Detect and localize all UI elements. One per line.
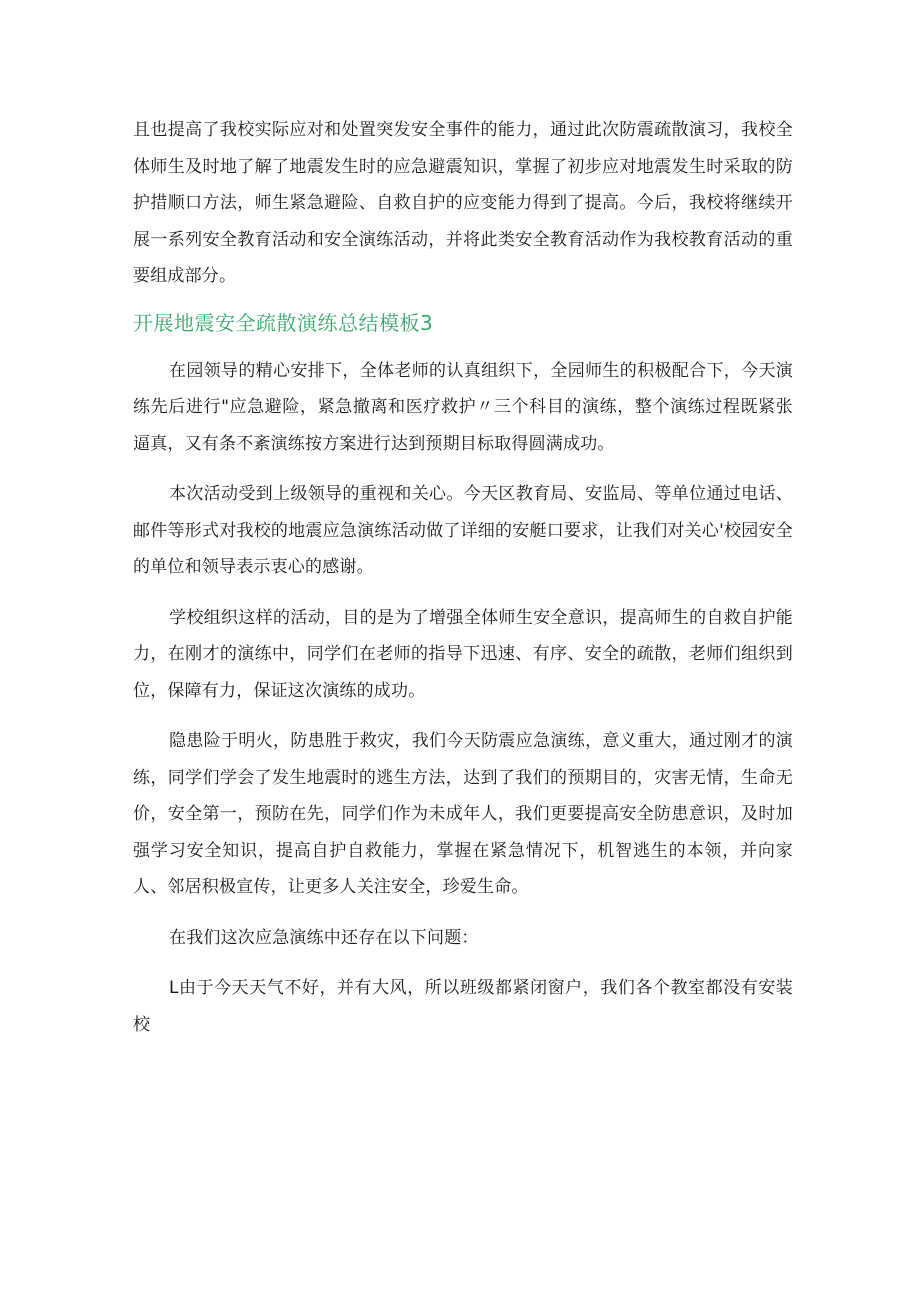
paragraph-2: 本次活动受到上级领导的重视和关心。今天区教育局、安监局、等单位通过电话、邮件等形式对我校的地震应急演练活动做了详细的安艇口要求，让我们对关心'校园安全的单位和领导表示衷心的感谢。	[133, 484, 793, 577]
document-page	[133, 112, 793, 1043]
section-heading: 开展地震安全疏散演练总结模板3	[133, 310, 434, 335]
paragraph-continued: 且也提高了我校实际应对和处置突发安全事件的能力，通过此次防震疏散演习，我校全体师生及时地了解了地震发生时的应急避震知识，掌握了初步应对地震发生时采取的防护措顺口方法，师生紧急避险、自救自护的应变能力得到了提高。今后，我校将继续开展一系列安全教育活动和安全演练活动，并将此类安全教育活动作为我校教育活动的重要组成部分。	[133, 120, 793, 286]
paragraph-3: 学校组织这样的活动，目的是为了增强全体师生安全意识，提高师生的自救自护能力，在刚才的演练中，同学们在老师的指导下迅速、有序、安全的疏散，老师们组织到位，保障有力，保证这次演练的成功。	[133, 607, 793, 701]
paragraph-5: 在我们这次应急演练中还存在以下问题：	[169, 927, 479, 948]
paragraph-6: L由于今天天气不好，并有大风，所以班级都紧闭窗户，我们各个教室都没有安装校	[133, 978, 793, 1035]
paragraph-1: 在园领导的精心安排下，全体老师的认真组织下，全园师生的积极配合下，今天演练先后进行"应急避险，紧急撤离和医疗救护〃三个科目的演练，整个演练过程既紧张逼真，又有条不紊演练按方案进行达到预期目标取得圆满成功。	[133, 360, 793, 454]
paragraph-4: 隐患险于明火，防患胜于救灾，我们今天防震应急演练，意义重大，通过刚才的演练，同学们学会了发生地震时的逃生方法，达到了我们的预期目的，灾害无情，生命无价，安全第一，预防在先，同学们作为未成年人，我们更要提高安全防患意识，及时加强学习安全知识，提高自护自救能力，掌握在紧急情况下，机智逃生的本领，并向家人、邻居积极宣传，让更多人关注安全，珍爱生命。	[133, 731, 793, 897]
